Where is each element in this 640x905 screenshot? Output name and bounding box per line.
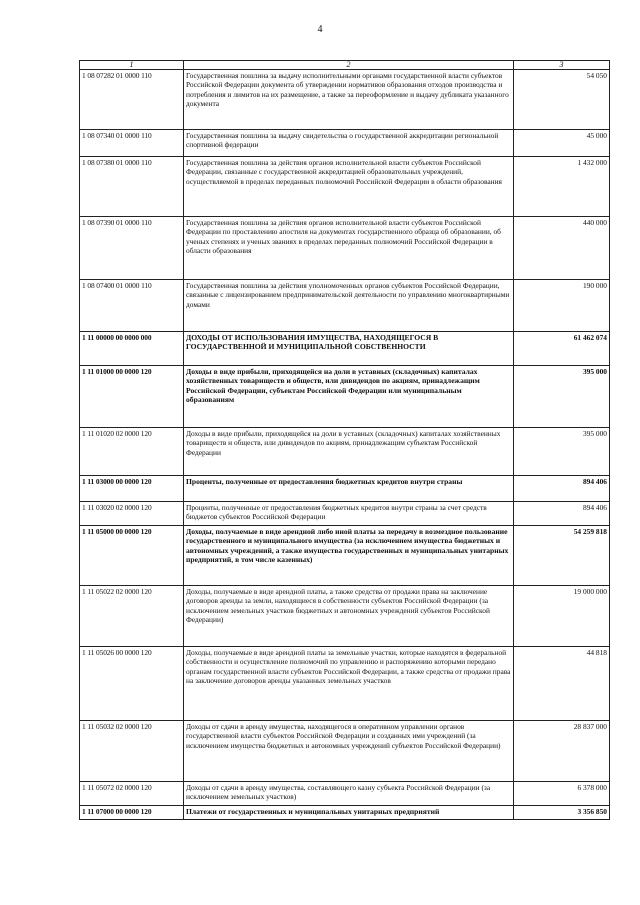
table-row (80, 782, 610, 806)
table-row (80, 157, 610, 217)
table-row (80, 217, 610, 280)
row-code: 1 08 07390 01 0000 110 (80, 217, 184, 280)
row-name: Доходы от сдачи в аренду имущества, составляющего казну субъекта Российской Федерации (за исключением земельных участков) (184, 782, 514, 806)
row-name: Доходы от сдачи в аренду имущества, находящегося в оперативном управлении органов государственной власти субъектов Российской Федерации и созданных ими учреждений (за исключением имущества бюджетных и автономных учреждений субъектов Российской Федерации) (184, 721, 514, 782)
row-name: Проценты, полученные от предоставления бюджетных кредитов внутри страны за счет средств бюджетов субъектов Российской Федерации (184, 502, 514, 526)
row-name: Государственная пошлина за выдачу исполнительными органами государственной власти субъектов Российской Федерации документа об утверждении нормативов образования отходов производства и потребления и лимитов на их размещение, а также за переоформление и выдачу дубликата указанного документа (184, 70, 514, 130)
table-row (80, 280, 610, 332)
row-name: Доходы в виде прибыли, приходящейся на доли в уставных (складочных) капиталах хозяйственных товариществ и обществ, или дивидендов по акциям, принадлежащим Российской Федерации, субъектам Российской Федерации или муниципальным образованиям (184, 366, 514, 428)
table-row (80, 70, 610, 130)
row-amount: 395 000 (514, 428, 610, 476)
table-row (80, 366, 610, 428)
column-header-name: 2 (184, 61, 514, 70)
row-name: Государственная пошлина за действия уполномоченных органов субъектов Российской Федерации, связанные с лицензированием предпринимательской деятельности по управлению многоквартирными домами (184, 280, 514, 332)
row-amount: 1 432 000 (514, 157, 610, 217)
row-amount: 19 000 000 (514, 586, 610, 647)
table-row (80, 332, 610, 366)
table-row (80, 428, 610, 476)
row-amount: 6 378 000 (514, 782, 610, 806)
table-row (80, 806, 610, 820)
row-code: 1 11 05072 02 0000 120 (80, 782, 184, 806)
column-header-amount: 3 (514, 61, 610, 70)
row-amount: 190 000 (514, 280, 610, 332)
row-code: 1 11 05000 00 0000 120 (80, 526, 184, 586)
table-row (80, 721, 610, 782)
row-amount: 54 259 818 (514, 526, 610, 586)
row-code: 1 11 05026 00 0000 120 (80, 647, 184, 721)
row-code: 1 11 00000 00 0000 000 (80, 332, 184, 366)
row-name: Проценты, полученные от предоставления бюджетных кредитов внутри страны (184, 476, 514, 502)
table-row (80, 476, 610, 502)
row-name: Государственная пошлина за выдачу свидетельства о государственной аккредитации региональной спортивной федерации (184, 130, 514, 157)
row-code: 1 08 07380 01 0000 110 (80, 157, 184, 217)
page-number: 4 (317, 24, 323, 35)
row-code: 1 11 01000 00 0000 120 (80, 366, 184, 428)
table-header-row (80, 61, 610, 70)
row-code: 1 11 07000 00 0000 120 (80, 806, 184, 820)
row-amount: 54 050 (514, 70, 610, 130)
row-name: ДОХОДЫ ОТ ИСПОЛЬЗОВАНИЯ ИМУЩЕСТВА, НАХОДЯЩЕГОСЯ В ГОСУДАРСТВЕННОЙ И МУНИЦИПАЛЬНОЙ СОБСТВЕННОСТИ (184, 332, 514, 366)
row-name: Платежи от государственных и муниципальных унитарных предприятий (184, 806, 514, 820)
row-code: 1 08 07282 01 0000 110 (80, 70, 184, 130)
table-row (80, 526, 610, 586)
row-code: 1 08 07340 01 0000 110 (80, 130, 184, 157)
row-amount: 395 000 (514, 366, 610, 428)
column-header-code: 1 (80, 61, 184, 70)
row-code: 1 11 05022 02 0000 120 (80, 586, 184, 647)
table-row (80, 647, 610, 721)
row-name: Государственная пошлина за действия органов исполнительной власти субъектов Российской Федерации, связанные с государственной аккредитацией образовательных учреждений, осуществляемой в пределах переданных полномочий Российской Федерации в области образования (184, 157, 514, 217)
row-name: Доходы, получаемые в виде арендной либо иной платы за передачу в возмездное пользование государственного и муниципального имущества (за исключением имущества бюджетных и автономных учреждений, а также имущества государственных и муниципальных унитарных предприятий, в том числе казенных) (184, 526, 514, 586)
table-row (80, 130, 610, 157)
row-amount: 3 356 850 (514, 806, 610, 820)
row-code: 1 11 05032 02 0000 120 (80, 721, 184, 782)
table-row (80, 502, 610, 526)
row-name: Государственная пошлина за действия органов исполнительной власти субъектов Российской Федерации по проставлению апостиля на документах государственного образца об образовании, об ученых степенях и ученых званиях в пределах переданных полномочий Российской Федерации в области образования (184, 217, 514, 280)
revenue-table (79, 60, 610, 820)
row-name: Доходы в виде прибыли, приходящейся на доли в уставных (складочных) капиталах хозяйственных товариществ и обществ, или дивидендов по акциям, принадлежащим субъектам Российской Федерации (184, 428, 514, 476)
row-amount: 44 818 (514, 647, 610, 721)
row-amount: 440 000 (514, 217, 610, 280)
row-amount: 28 837 000 (514, 721, 610, 782)
row-amount: 61 462 074 (514, 332, 610, 366)
row-code: 1 11 01020 02 0000 120 (80, 428, 184, 476)
table-row (80, 586, 610, 647)
row-amount: 894 406 (514, 502, 610, 526)
row-code: 1 11 03000 00 0000 120 (80, 476, 184, 502)
row-name: Доходы, получаемые в виде арендной платы, а также средства от продажи права на заключение договоров аренды за земли, находящиеся в собственности субъектов Российской Федерации (за исключением земельных участков бюджетных и автономных учреждений субъектов Российской Федерации) (184, 586, 514, 647)
row-amount: 45 000 (514, 130, 610, 157)
row-code: 1 11 03020 02 0000 120 (80, 502, 184, 526)
row-name: Доходы, получаемые в виде арендной платы за земельные участки, которые находятся в федеральной собственности и осуществление полномочий по управлению и распоряжению которыми передано органам государственной власти субъектов Российской Федерации, а также средства от продажи права на заключение договоров аренды указанных земельных участков (184, 647, 514, 721)
row-code: 1 08 07400 01 0000 110 (80, 280, 184, 332)
row-amount: 894 406 (514, 476, 610, 502)
